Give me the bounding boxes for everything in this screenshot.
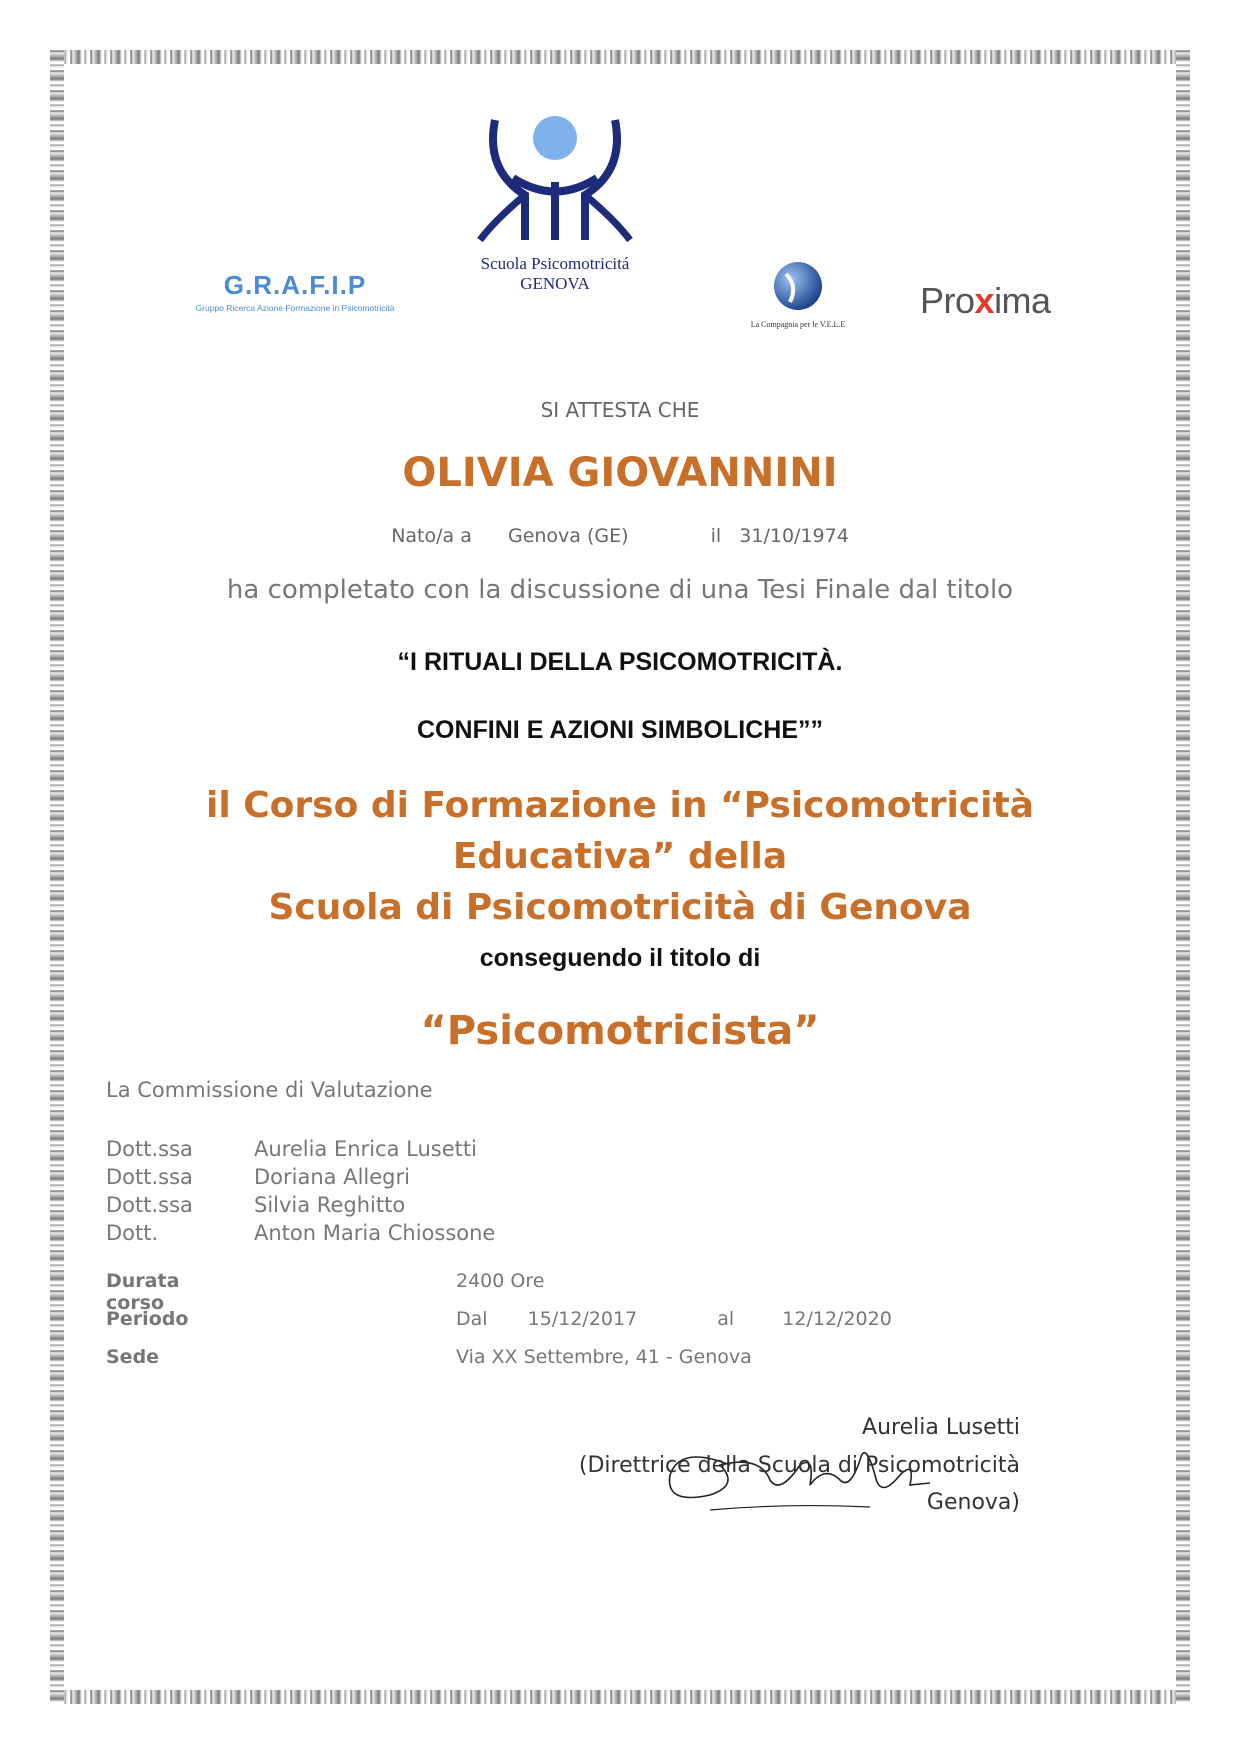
member-name: Anton Maria Chiossone (254, 1221, 496, 1245)
proxima-pre: Pro (920, 280, 975, 321)
grafip-title: G.R.A.F.I.P (223, 270, 367, 300)
period-to: 12/12/2020 (782, 1308, 892, 1330)
scuola-emblem-icon (455, 110, 655, 250)
member-title: Dott.ssa (106, 1193, 193, 1217)
member-title: Dott.ssa (106, 1165, 193, 1189)
member-name: Silvia Reghitto (254, 1193, 406, 1217)
course-line2: Educativa” della (452, 836, 788, 877)
born-place: Genova (GE) (507, 525, 629, 547)
signer-role-line2: Genova) (926, 1490, 1020, 1515)
border-top (50, 50, 1190, 64)
signer-name: Aurelia Lusetti (862, 1415, 1020, 1440)
vele-logo (728, 260, 868, 329)
recipient-name: OLIVIA GIOVANNINI (402, 450, 838, 496)
signer-role-line1: (Direttrice della Scuola di Psicomotricità (578, 1453, 1020, 1478)
member-title: Dott.ssa (106, 1137, 193, 1161)
commission-member (106, 1191, 495, 1219)
birth-info (0, 525, 1240, 547)
proxima-post: ima (994, 280, 1051, 321)
period-from: 15/12/2017 (527, 1308, 638, 1330)
born-label: Nato/a a (391, 525, 472, 547)
born-date-label: il (710, 525, 722, 547)
grafip-logo (170, 270, 420, 313)
commission-members (106, 1135, 495, 1247)
scuola-line2: GENOVA (520, 274, 590, 293)
born-date: 31/10/1974 (739, 525, 849, 547)
duration-label: Durata corso (106, 1270, 180, 1314)
vele-globe-icon (772, 260, 824, 312)
scuola-logo (455, 110, 655, 294)
member-name: Doriana Allegri (254, 1165, 410, 1189)
period-to-label: al (717, 1308, 735, 1330)
member-name: Aurelia Enrica Lusetti (254, 1137, 477, 1161)
duration-value: 2400 Ore (456, 1270, 545, 1292)
consegue-text: conseguendo il titolo di (479, 944, 761, 972)
course-line3: Scuola di Psicomotricità di Genova (268, 887, 972, 928)
proxima-x: x (974, 280, 995, 321)
seat-label: Sede (106, 1346, 160, 1368)
attesta-heading: SI ATTESTA CHE (540, 398, 700, 422)
commission-member (106, 1163, 495, 1191)
commission-member (106, 1219, 495, 1247)
signature-block (500, 1415, 1020, 1575)
border-bottom (50, 1690, 1190, 1704)
proxima-logo (920, 280, 1051, 322)
course-line1: il Corso di Formazione in “Psicomotricità (206, 785, 1034, 826)
logo-bar (0, 110, 1240, 340)
completed-text: ha completato con la discussione di una Tesi Finale dal titolo (226, 575, 1014, 605)
course-title (0, 780, 1240, 933)
member-title: Dott. (106, 1221, 159, 1245)
period-label: Periodo (106, 1308, 189, 1330)
thesis-title-line2: CONFINI E AZIONI SIMBOLICHE”” (416, 716, 824, 744)
period-value (456, 1308, 892, 1330)
commission-member (106, 1135, 495, 1163)
handwritten-signature-icon (650, 1425, 950, 1535)
scuola-line1: Scuola Psicomotricitá (480, 254, 630, 273)
seat-value: Via XX Settembre, 41 - Genova (456, 1346, 752, 1368)
vele-text: La Compagnia per le V.E.L.E (750, 320, 846, 329)
awarded-title: “Psicomotricista” (420, 1008, 820, 1054)
period-from-label: Dal (456, 1308, 488, 1330)
grafip-subtitle: Gruppo Ricerca Azione Formazione in Psicomotricità (195, 303, 395, 313)
thesis-title-line1: “I RITUALI DELLA PSICOMOTRICITÀ. (397, 648, 843, 676)
commission-heading: La Commissione di Valutazione (106, 1078, 433, 1102)
